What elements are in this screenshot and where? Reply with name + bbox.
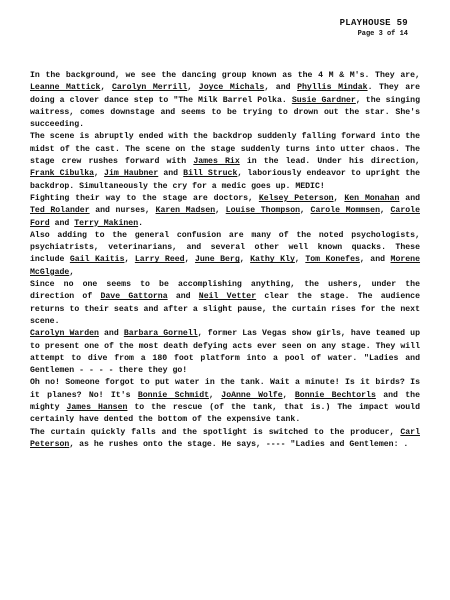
cast-name: Jim Haubner <box>104 169 159 179</box>
cast-name: Phyllis Mindak <box>297 83 368 93</box>
cast-name: Carole Ford <box>30 206 420 228</box>
cast-name: June Berg <box>194 255 240 265</box>
cast-name: Tom Konefes <box>305 255 360 265</box>
text-run: , <box>380 206 391 216</box>
text-run: Fighting their way to the stage are doctors, <box>30 193 259 203</box>
paragraph <box>30 193 420 230</box>
text-run: , <box>300 206 311 216</box>
text-run: , laboriously endeavor to upright the backdrop. Simultaneously the cry for a medic goes up. MEDIC! <box>30 169 421 191</box>
cast-name: Terry Makinen <box>74 218 139 228</box>
cast-name: Kelsey Peterson <box>258 193 334 203</box>
text-run: and <box>399 193 421 203</box>
cast-name: James Rix <box>193 157 240 167</box>
cast-name: Bonnie Bechtorls <box>294 390 376 400</box>
page-header <box>340 18 408 39</box>
text-run: In the background, we see the dancing group known as the 4 M & M's. They are, <box>30 71 420 80</box>
text-run: , and <box>359 255 391 265</box>
text-run: , <box>239 255 251 265</box>
text-run: and <box>49 218 75 228</box>
cast-name: JoAnne Wolfe <box>221 390 283 400</box>
text-run: clear the stage. The audience returns to their seats and after a slight pause, the curtain rises for the next scene. <box>30 292 421 326</box>
text-run: Since no one seems to be accomplishing anything, the ushers, under the direction of <box>30 280 420 302</box>
cast-name: Carolyn Warden <box>30 329 99 339</box>
text-run: , <box>100 83 112 93</box>
paragraph <box>30 427 420 452</box>
text-run: and <box>98 329 124 339</box>
text-run: , and <box>264 83 298 93</box>
cast-name: Barbara Gornell <box>123 329 198 339</box>
cast-name: Bill Struck <box>183 169 238 179</box>
script-body <box>30 70 420 451</box>
cast-name: Louise Thompson <box>225 206 301 216</box>
cast-name: Larry Reed <box>134 255 185 265</box>
cast-name: Ken Monahan <box>344 193 400 203</box>
text-run: and nurses, <box>89 206 156 216</box>
cast-name: Frank Cibulka <box>30 169 95 179</box>
cast-name: Carole Mommsen <box>310 206 381 216</box>
text-run: . They are doing a clover dance step to "The Milk Barrel Polka. <box>30 83 421 105</box>
cast-name: Leanne Mattick <box>30 83 101 93</box>
text-run: Oh no! Someone forgot to put water in the tank. Wait a minute! Is it birds? Is it planes? No! It's <box>30 378 420 400</box>
text-run: to the rescue (of the tank, that is.) The impact would certainly have dented the bottom of the expensive tank. <box>30 403 420 425</box>
text-run: , <box>282 390 295 400</box>
paragraph <box>30 230 420 279</box>
cast-name: James Hansen <box>66 403 128 413</box>
cast-name: Gail Kaitis <box>69 255 125 265</box>
text-run: , <box>187 83 199 93</box>
paragraph <box>30 131 420 192</box>
text-run: , former Las Vegas show girls, have teamed up to present one of the most death defying acts ever seen on any stage. They will attempt to dive from a 180 foot platform into a pool of water. "Ladies and Gentlemen - - - - there they go! <box>30 329 420 376</box>
paragraph <box>30 70 420 131</box>
paragraph <box>30 279 420 328</box>
paragraph <box>30 328 420 377</box>
text-run: . <box>138 218 144 228</box>
text-run: , <box>215 206 226 216</box>
cast-name: Morene McGlgade <box>30 255 421 277</box>
cast-name: Susie Gardner <box>291 95 356 105</box>
cast-name: Bonnie Schmidt <box>137 390 210 400</box>
playbill-title: PLAYHOUSE 59 <box>339 18 408 28</box>
text-run: Also adding to the general confusion are many of the noted psychologists, psychiatrists, veterinarians, and several other well known quacks. These include <box>30 230 420 265</box>
text-run: , <box>294 255 306 265</box>
text-run: , <box>184 255 195 265</box>
text-run: in the lead. Under his direction, <box>239 157 420 167</box>
text-run: , <box>333 193 345 203</box>
text-run: , <box>94 169 105 179</box>
text-run: and the mighty <box>30 390 420 413</box>
text-run: , <box>209 390 222 400</box>
cast-name: Joyce Michals <box>198 83 265 93</box>
text-run: , <box>124 255 135 265</box>
paragraph <box>30 377 420 426</box>
text-run: The scene is abruptly ended with the backdrop suddenly falling forward into the midst of the cast. The scene on the stage suddenly turns into utter chaos. The stage crew rushes forward with <box>30 132 420 167</box>
text-run: The curtain quickly falls and the spotlight is switched to the producer, <box>30 427 401 437</box>
cast-name: Karen Madsen <box>155 206 216 216</box>
text-run: , the singing waitress, comes downstage and seems to be trying to drown out the star. She's succeeding. <box>30 95 421 130</box>
page-number: Page 3 of 14 <box>357 30 408 38</box>
text-run: and <box>158 169 184 179</box>
cast-name: Carolyn Merrill <box>111 83 188 93</box>
cast-name: Dave Gattorna <box>100 292 168 302</box>
cast-name: Kathy Kly <box>250 255 295 265</box>
cast-name: Ted Rolander <box>30 206 90 216</box>
text-run: , as he rushes onto the stage. He says, ---- "Ladies and Gentlemen: . <box>69 439 409 449</box>
cast-name: Carl Peterson <box>30 427 420 449</box>
text-run: and <box>167 292 199 302</box>
text-run: , <box>69 267 75 277</box>
cast-name: Neil Vetter <box>198 292 257 302</box>
